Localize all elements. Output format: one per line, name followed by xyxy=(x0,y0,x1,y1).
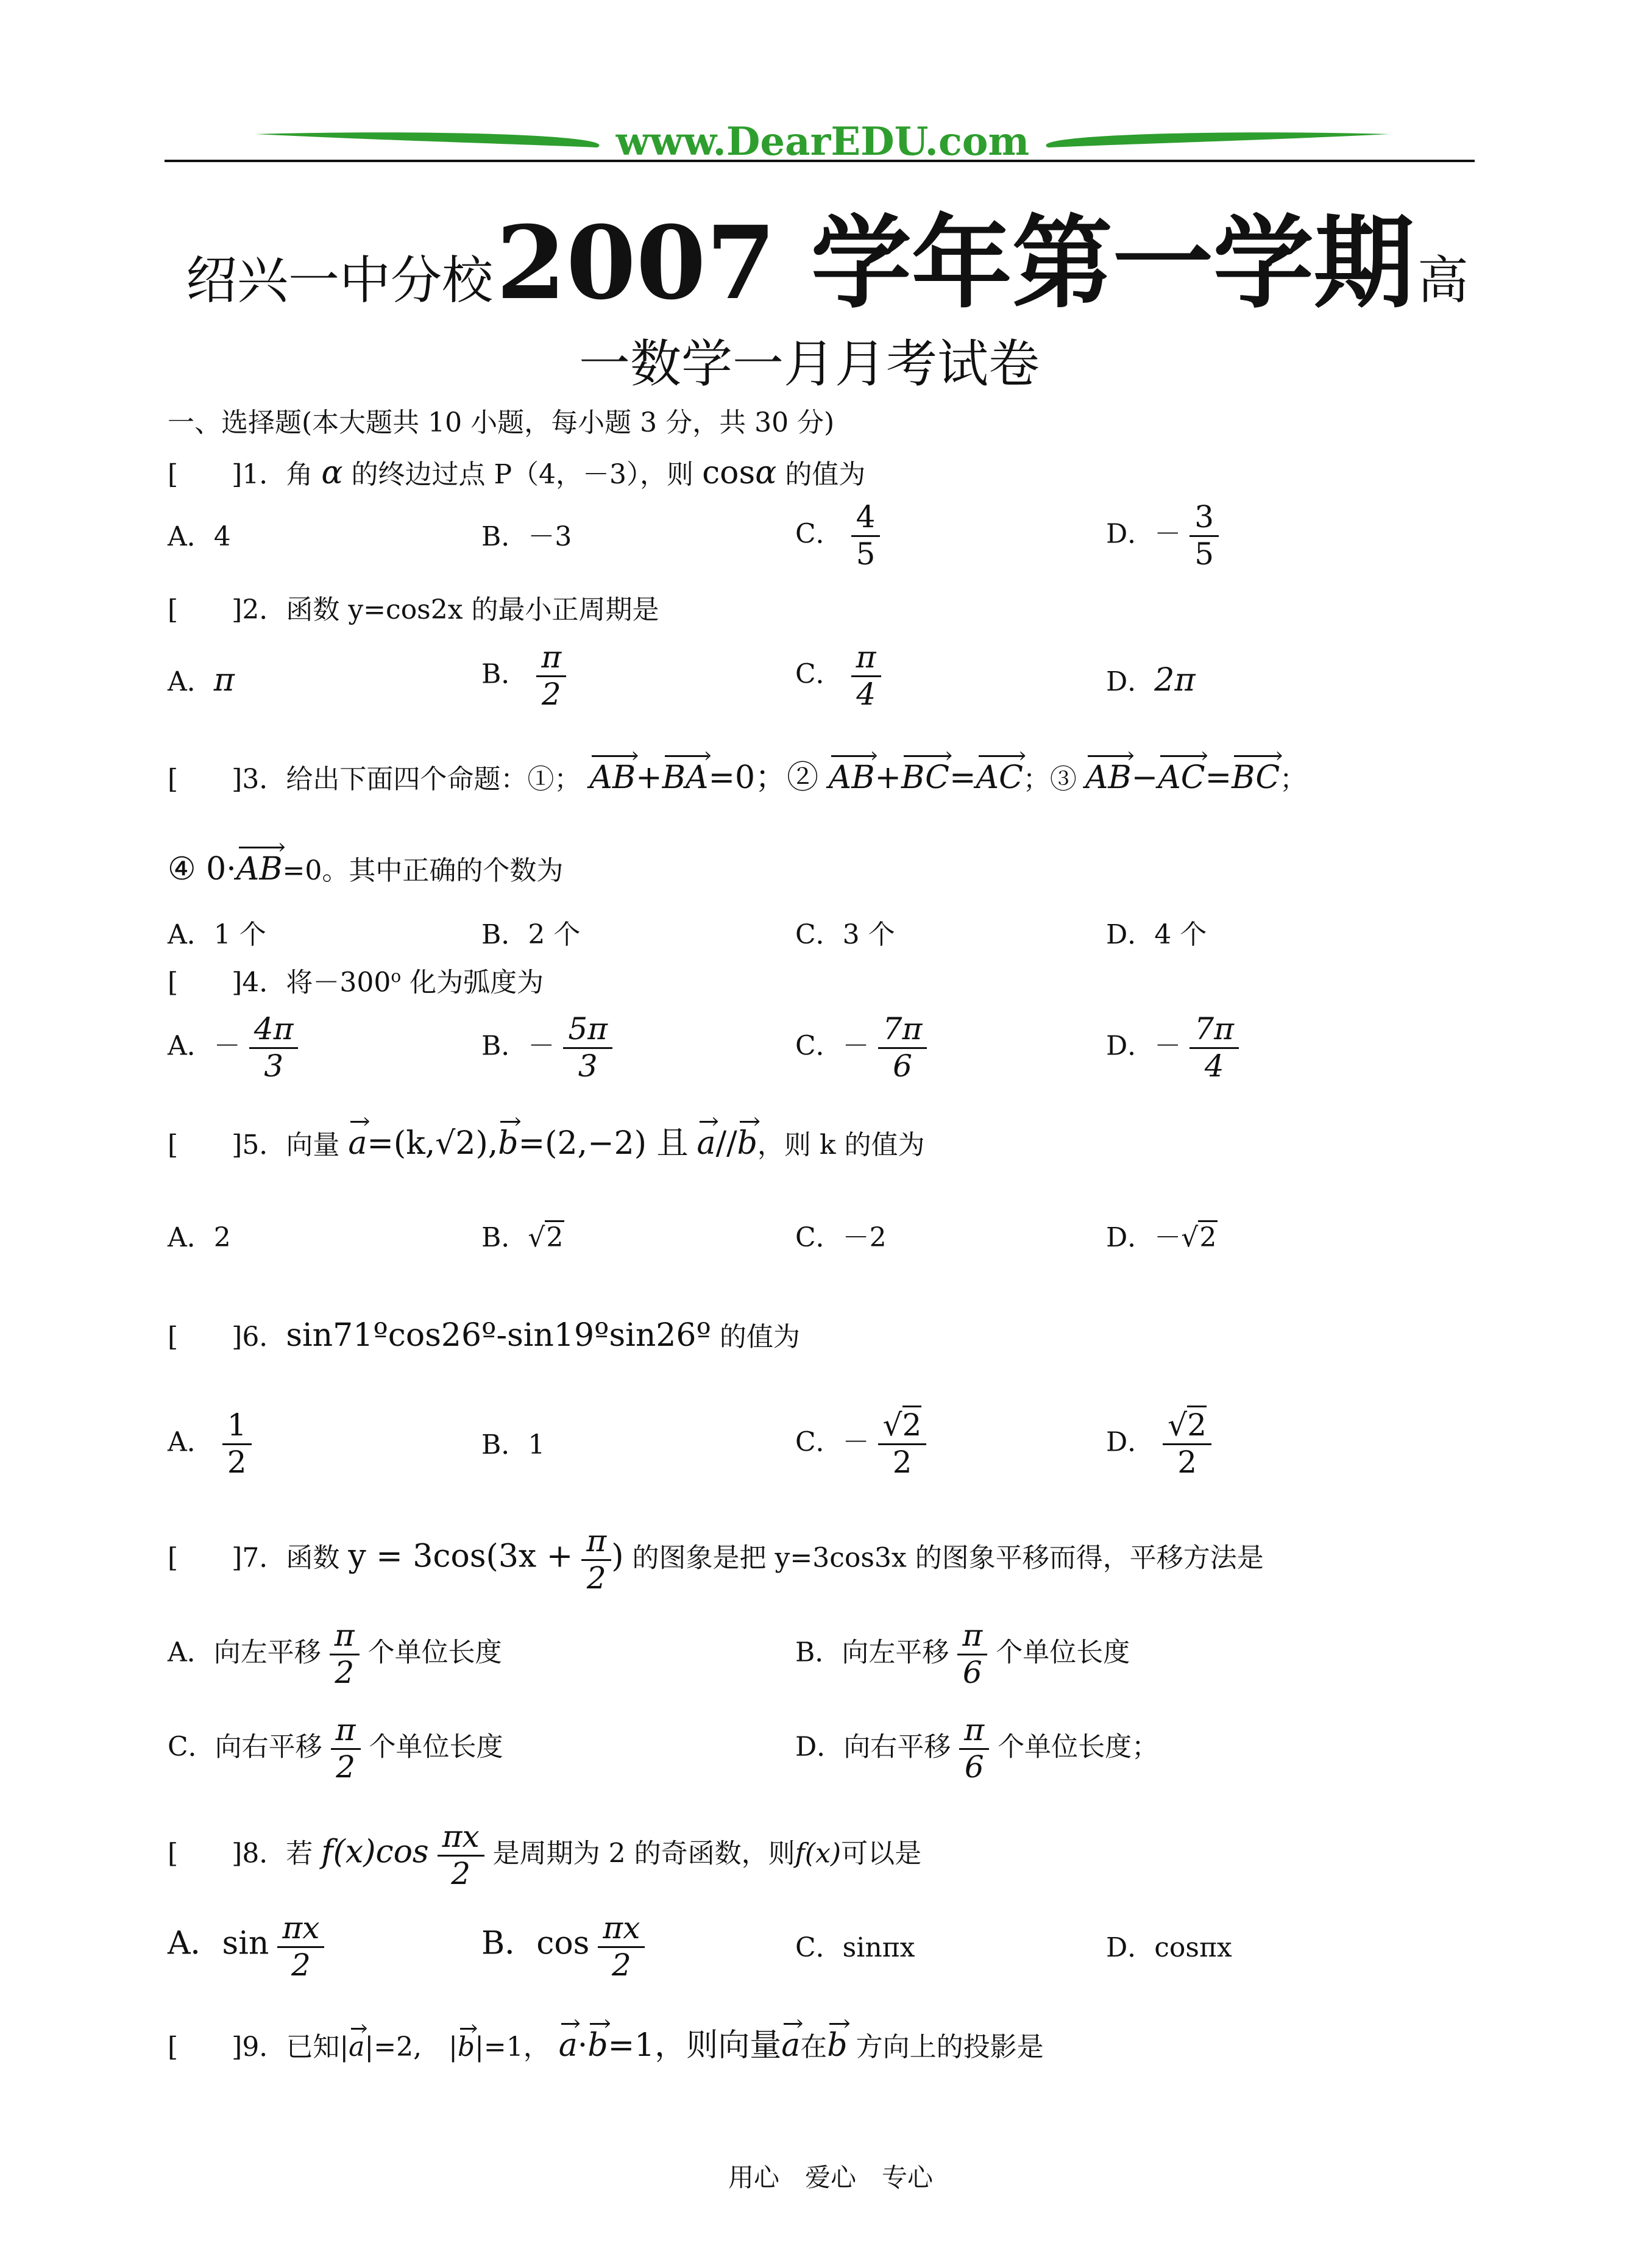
fraction xyxy=(277,1911,324,1983)
question-number: ]2． xyxy=(232,594,286,625)
vector-a: a › xyxy=(348,1125,367,1162)
denominator: 2 xyxy=(1177,1444,1197,1480)
option-value: π xyxy=(213,662,235,699)
q3-option-a[interactable]: A．1 个 xyxy=(168,919,266,950)
answer-bracket[interactable]: [ xyxy=(168,2032,179,2063)
fraction xyxy=(1190,500,1219,572)
denominator: 4 xyxy=(856,676,876,712)
option-label: D．－ xyxy=(1106,518,1182,550)
fraction xyxy=(957,1618,987,1690)
header-banner xyxy=(256,117,1389,166)
vector-ab: AB › xyxy=(829,759,875,797)
q3-option-b[interactable]: B．2 个 xyxy=(481,919,581,950)
q-text: 函数 xyxy=(286,1542,340,1574)
q2-option-d[interactable] xyxy=(1106,661,1196,699)
option-label: C．－ xyxy=(795,1426,870,1458)
denominator: 3 xyxy=(264,1048,284,1084)
q5-option-c[interactable]: C．－2 xyxy=(795,1222,887,1253)
option-text: 个单位长度 xyxy=(367,1637,502,1668)
q2-option-b[interactable] xyxy=(481,640,566,712)
denominator: 2 xyxy=(892,1444,912,1480)
vector-a: a › xyxy=(781,2027,800,2064)
fraction xyxy=(959,1713,989,1785)
fraction xyxy=(536,640,566,712)
q-text: 的图象是把 y=3cos3x 的图象平移而得，平移方法是 xyxy=(623,1542,1264,1574)
option-label: B． xyxy=(481,1222,528,1253)
q-text: 函数 y=cos2x 的最小正周期是 xyxy=(286,594,659,625)
q-text: =1，则向量 xyxy=(608,2027,782,2064)
vector-b: b › xyxy=(587,2027,608,2064)
denominator: 2 xyxy=(451,1855,471,1891)
option-label: A． xyxy=(168,666,214,697)
vector-ab: AB › xyxy=(236,850,283,888)
option-label: B．cos xyxy=(481,1925,590,1962)
answer-bracket[interactable]: [ xyxy=(168,764,179,795)
degree-mark: o xyxy=(391,966,402,986)
q-math: · xyxy=(577,2027,588,2064)
q-text: ； xyxy=(1280,764,1307,795)
q-math: − xyxy=(1131,759,1158,796)
fraction xyxy=(598,1911,645,1983)
q1-option-d[interactable] xyxy=(1106,500,1219,572)
header-rule xyxy=(165,160,1475,162)
question-9 xyxy=(168,2027,1044,2064)
q-math: cos xyxy=(702,455,756,491)
denominator: 2 xyxy=(541,676,561,712)
vector-b: b › xyxy=(458,2032,475,2064)
question-number: ]9． xyxy=(232,2032,286,2063)
sqrt: √2 xyxy=(1181,1222,1218,1254)
option-text: 个单位长度； xyxy=(998,1731,1159,1763)
vector-ab: AB › xyxy=(1085,759,1132,797)
q8-option-a[interactable] xyxy=(168,1911,324,1983)
q-text: 化为弧度为 xyxy=(401,967,544,998)
q-math: ④ 0· xyxy=(168,851,236,887)
option-text: C．向右平移 xyxy=(168,1731,322,1763)
q3-option-c[interactable]: C．3 个 xyxy=(795,919,895,950)
fraction xyxy=(330,1618,360,1690)
option-label: D．－ xyxy=(1106,1030,1182,1062)
numerator: 7π xyxy=(878,1012,927,1049)
q4-option-b[interactable] xyxy=(481,1012,612,1084)
denominator: 2 xyxy=(291,1947,311,1983)
vector-b: b › xyxy=(737,1125,757,1162)
denominator: 2 xyxy=(227,1444,247,1480)
q-text: 的值为 xyxy=(785,459,866,490)
site-url: www.DearEDU.com xyxy=(615,119,1030,165)
q-text: 的终边过点 P（4，－3），则 xyxy=(351,459,694,490)
numerator: πx xyxy=(277,1911,324,1948)
numerator: π xyxy=(331,1713,361,1750)
q-text: 是周期为 2 的奇函数，则 xyxy=(492,1838,795,1869)
radicand: 2 xyxy=(545,1220,564,1253)
question-2 xyxy=(168,594,659,627)
q7-option-d[interactable] xyxy=(795,1713,1158,1785)
denominator: 6 xyxy=(962,1654,982,1690)
question-8 xyxy=(168,1819,921,1891)
q-text: |=2, | xyxy=(364,2032,458,2063)
question-3-line2 xyxy=(168,850,563,888)
option-label: C． xyxy=(795,518,843,550)
banner-leaf-graphic xyxy=(256,117,1389,166)
q-text: 已知| xyxy=(286,2032,349,2063)
vector-ac: AC › xyxy=(976,759,1023,797)
option-label: C． xyxy=(795,658,843,690)
option-label: B． xyxy=(481,658,528,690)
option-label: D． xyxy=(1106,666,1155,697)
vector-ac: AC › xyxy=(1158,759,1205,797)
q-text: 的值为 xyxy=(711,1321,800,1353)
denominator: 3 xyxy=(578,1048,598,1084)
answer-bracket[interactable]: [ xyxy=(168,1542,179,1574)
option-text: 个单位长度 xyxy=(369,1731,503,1763)
question-number: ]3． xyxy=(232,764,286,795)
numerator: π xyxy=(959,1713,989,1750)
question-6 xyxy=(168,1317,800,1354)
option-text: D．向右平移 xyxy=(795,1731,951,1763)
q-math: =(2,−2) 且 xyxy=(518,1125,689,1162)
page-title-line1 xyxy=(186,183,1469,327)
numerator: 4 xyxy=(851,500,881,537)
q5-option-a[interactable]: A．2 xyxy=(168,1222,231,1253)
fraction xyxy=(1163,1408,1211,1480)
numerator: πx xyxy=(598,1911,645,1948)
alpha-symbol: α xyxy=(321,455,343,491)
denominator: 5 xyxy=(1194,536,1214,572)
q4-option-d[interactable] xyxy=(1106,1012,1239,1084)
q-text: 在 xyxy=(800,2032,828,2063)
question-number: ]5． xyxy=(232,1129,286,1161)
numerator: 1 xyxy=(222,1408,252,1445)
denominator: 2 xyxy=(335,1654,355,1690)
numerator: 4π xyxy=(249,1012,299,1049)
answer-bracket[interactable]: [ xyxy=(168,1129,179,1161)
numerator: 7π xyxy=(1190,1012,1239,1049)
question-number: ]1． xyxy=(232,459,286,490)
option-label: A．sin xyxy=(168,1925,269,1962)
fraction xyxy=(563,1012,612,1084)
option-value: 2π xyxy=(1154,662,1196,699)
vector-ab: AB › xyxy=(589,759,636,797)
q-math: + xyxy=(874,759,901,796)
q1-option-b[interactable]: B．－3 xyxy=(481,521,572,552)
answer-bracket[interactable]: [ xyxy=(168,459,179,490)
q-text: 给出下面四个命题：①； xyxy=(286,764,581,795)
q-math: f(x)cos xyxy=(321,1833,429,1871)
fraction xyxy=(851,640,881,712)
numerator: π xyxy=(581,1524,611,1561)
numerator: πx xyxy=(438,1819,484,1857)
question-number: ]4． xyxy=(232,967,286,998)
option-label: D． xyxy=(1106,1426,1155,1458)
q6-option-a[interactable] xyxy=(168,1408,252,1480)
denominator: 6 xyxy=(964,1749,984,1785)
alpha-symbol: α xyxy=(755,455,777,491)
vector-a: a › xyxy=(697,1125,716,1162)
option-label: B．－ xyxy=(481,1030,555,1062)
fraction xyxy=(222,1408,252,1480)
q8-option-d[interactable]: D．cosπx xyxy=(1106,1932,1232,1963)
title-school: 绍兴一中分校 xyxy=(186,251,494,310)
option-text: B．向左平移 xyxy=(795,1637,949,1668)
q4-option-c[interactable] xyxy=(795,1012,927,1084)
numerator: π xyxy=(330,1618,360,1655)
q-math: =0；② xyxy=(708,759,829,796)
radicand: 2 xyxy=(1187,1406,1207,1443)
vector-ba: BA › xyxy=(662,759,709,797)
q-math: = xyxy=(1205,759,1232,796)
radicand: 2 xyxy=(902,1406,922,1443)
option-label: C．－ xyxy=(795,1030,870,1062)
fraction xyxy=(878,1012,927,1084)
q5-option-d[interactable] xyxy=(1106,1222,1218,1254)
q2-option-a[interactable] xyxy=(168,661,235,699)
q-math: f(x) xyxy=(795,1838,842,1869)
answer-bracket[interactable]: [ xyxy=(168,1838,179,1869)
question-number: ]6． xyxy=(232,1321,286,1353)
q-text: ；③ xyxy=(1023,764,1085,795)
q-math: sin71ºcos26º-sin19ºsin26º xyxy=(286,1317,711,1354)
q-math: y = 3cos(3x + xyxy=(348,1538,573,1575)
vector-bc: BC › xyxy=(1232,759,1280,797)
question-1 xyxy=(168,454,865,492)
numerator: π xyxy=(957,1618,987,1655)
vector-a: a › xyxy=(349,2032,364,2064)
q-math: + xyxy=(636,759,662,796)
question-number: ]7． xyxy=(232,1542,286,1574)
option-text: A．向左平移 xyxy=(168,1637,321,1668)
vector-b: b › xyxy=(498,1125,518,1162)
q6-option-c[interactable] xyxy=(795,1408,926,1480)
answer-bracket[interactable]: [ xyxy=(168,967,179,998)
denominator: 2 xyxy=(586,1560,606,1596)
q-text: 可以是 xyxy=(841,1838,922,1869)
q-math: // xyxy=(715,1125,737,1162)
denominator: 2 xyxy=(336,1749,356,1785)
sqrt: √2 xyxy=(528,1222,564,1254)
question-5 xyxy=(168,1125,925,1162)
numerator: π xyxy=(851,640,881,677)
title-year-term: 2007 学年第一学期 xyxy=(496,204,1414,322)
option-text: 个单位长度 xyxy=(996,1637,1130,1668)
denominator: 2 xyxy=(611,1947,631,1983)
q8-option-c[interactable]: C．sinπx xyxy=(795,1932,915,1963)
section-heading: 一、选择题(本大题共 10 小题，每小题 3 分，共 30 分) xyxy=(168,407,835,438)
answer-bracket[interactable]: [ xyxy=(168,1321,179,1353)
q-text: 方向上的投影是 xyxy=(847,2032,1044,2063)
q-math: ) xyxy=(611,1538,624,1575)
q4-option-a[interactable] xyxy=(168,1012,298,1084)
q-text: 将－300 xyxy=(286,967,391,998)
q6-option-d[interactable] xyxy=(1106,1408,1211,1480)
numerator: 3 xyxy=(1190,500,1219,537)
fraction xyxy=(249,1012,299,1084)
q2-option-c[interactable] xyxy=(795,640,881,712)
q-math: = xyxy=(949,759,976,796)
answer-bracket[interactable]: [ xyxy=(168,594,179,625)
q-text: =0。其中正确的个数为 xyxy=(282,855,564,886)
numerator: 5π xyxy=(563,1012,612,1049)
q8-option-b[interactable] xyxy=(481,1911,645,1983)
fraction xyxy=(1190,1012,1239,1084)
question-4 xyxy=(168,966,544,999)
numerator: π xyxy=(536,640,566,677)
question-number: ]8． xyxy=(232,1838,286,1869)
q-math: =(k,√2), xyxy=(367,1125,498,1162)
page-title-line2: 一数学一月月考试卷 xyxy=(579,334,1040,394)
option-label: A． xyxy=(168,1426,214,1458)
q1-option-a[interactable]: A．4 xyxy=(168,521,231,552)
q7-option-a[interactable] xyxy=(168,1618,502,1690)
q7-option-b[interactable] xyxy=(795,1618,1130,1690)
q3-option-d[interactable]: D．4 个 xyxy=(1106,919,1207,950)
fraction xyxy=(581,1524,611,1596)
denominator: 6 xyxy=(893,1048,912,1084)
page-footer: 用心 爱心 专心 xyxy=(728,2163,934,2192)
q7-option-c[interactable] xyxy=(168,1713,503,1785)
q-text: 角 xyxy=(286,459,313,490)
q-text: |=1， xyxy=(475,2032,550,2063)
vector-a: a › xyxy=(559,2027,578,2064)
radicand: 2 xyxy=(1198,1220,1218,1253)
vector-bc: BC › xyxy=(901,759,949,797)
numerator: √2 xyxy=(878,1408,927,1445)
q-text: 若 xyxy=(286,1838,313,1869)
q6-option-b[interactable]: B．1 xyxy=(481,1429,545,1460)
fraction xyxy=(851,500,881,572)
fraction xyxy=(331,1713,361,1785)
q-text: 向量 xyxy=(286,1129,340,1161)
denominator: 4 xyxy=(1204,1048,1224,1084)
denominator: 5 xyxy=(856,536,876,572)
q-text: ，则 k 的值为 xyxy=(757,1129,925,1161)
option-label: A．－ xyxy=(168,1030,241,1062)
q1-option-c[interactable] xyxy=(795,500,880,572)
option-label: D．－ xyxy=(1106,1222,1182,1253)
title-tail: 高 xyxy=(1417,251,1469,310)
numerator: √2 xyxy=(1163,1408,1211,1445)
question-7 xyxy=(168,1524,1264,1596)
question-3 xyxy=(168,759,1306,797)
q5-option-b[interactable] xyxy=(481,1222,564,1254)
fraction xyxy=(438,1819,484,1891)
vector-b: b › xyxy=(827,2027,847,2064)
fraction xyxy=(878,1408,927,1480)
